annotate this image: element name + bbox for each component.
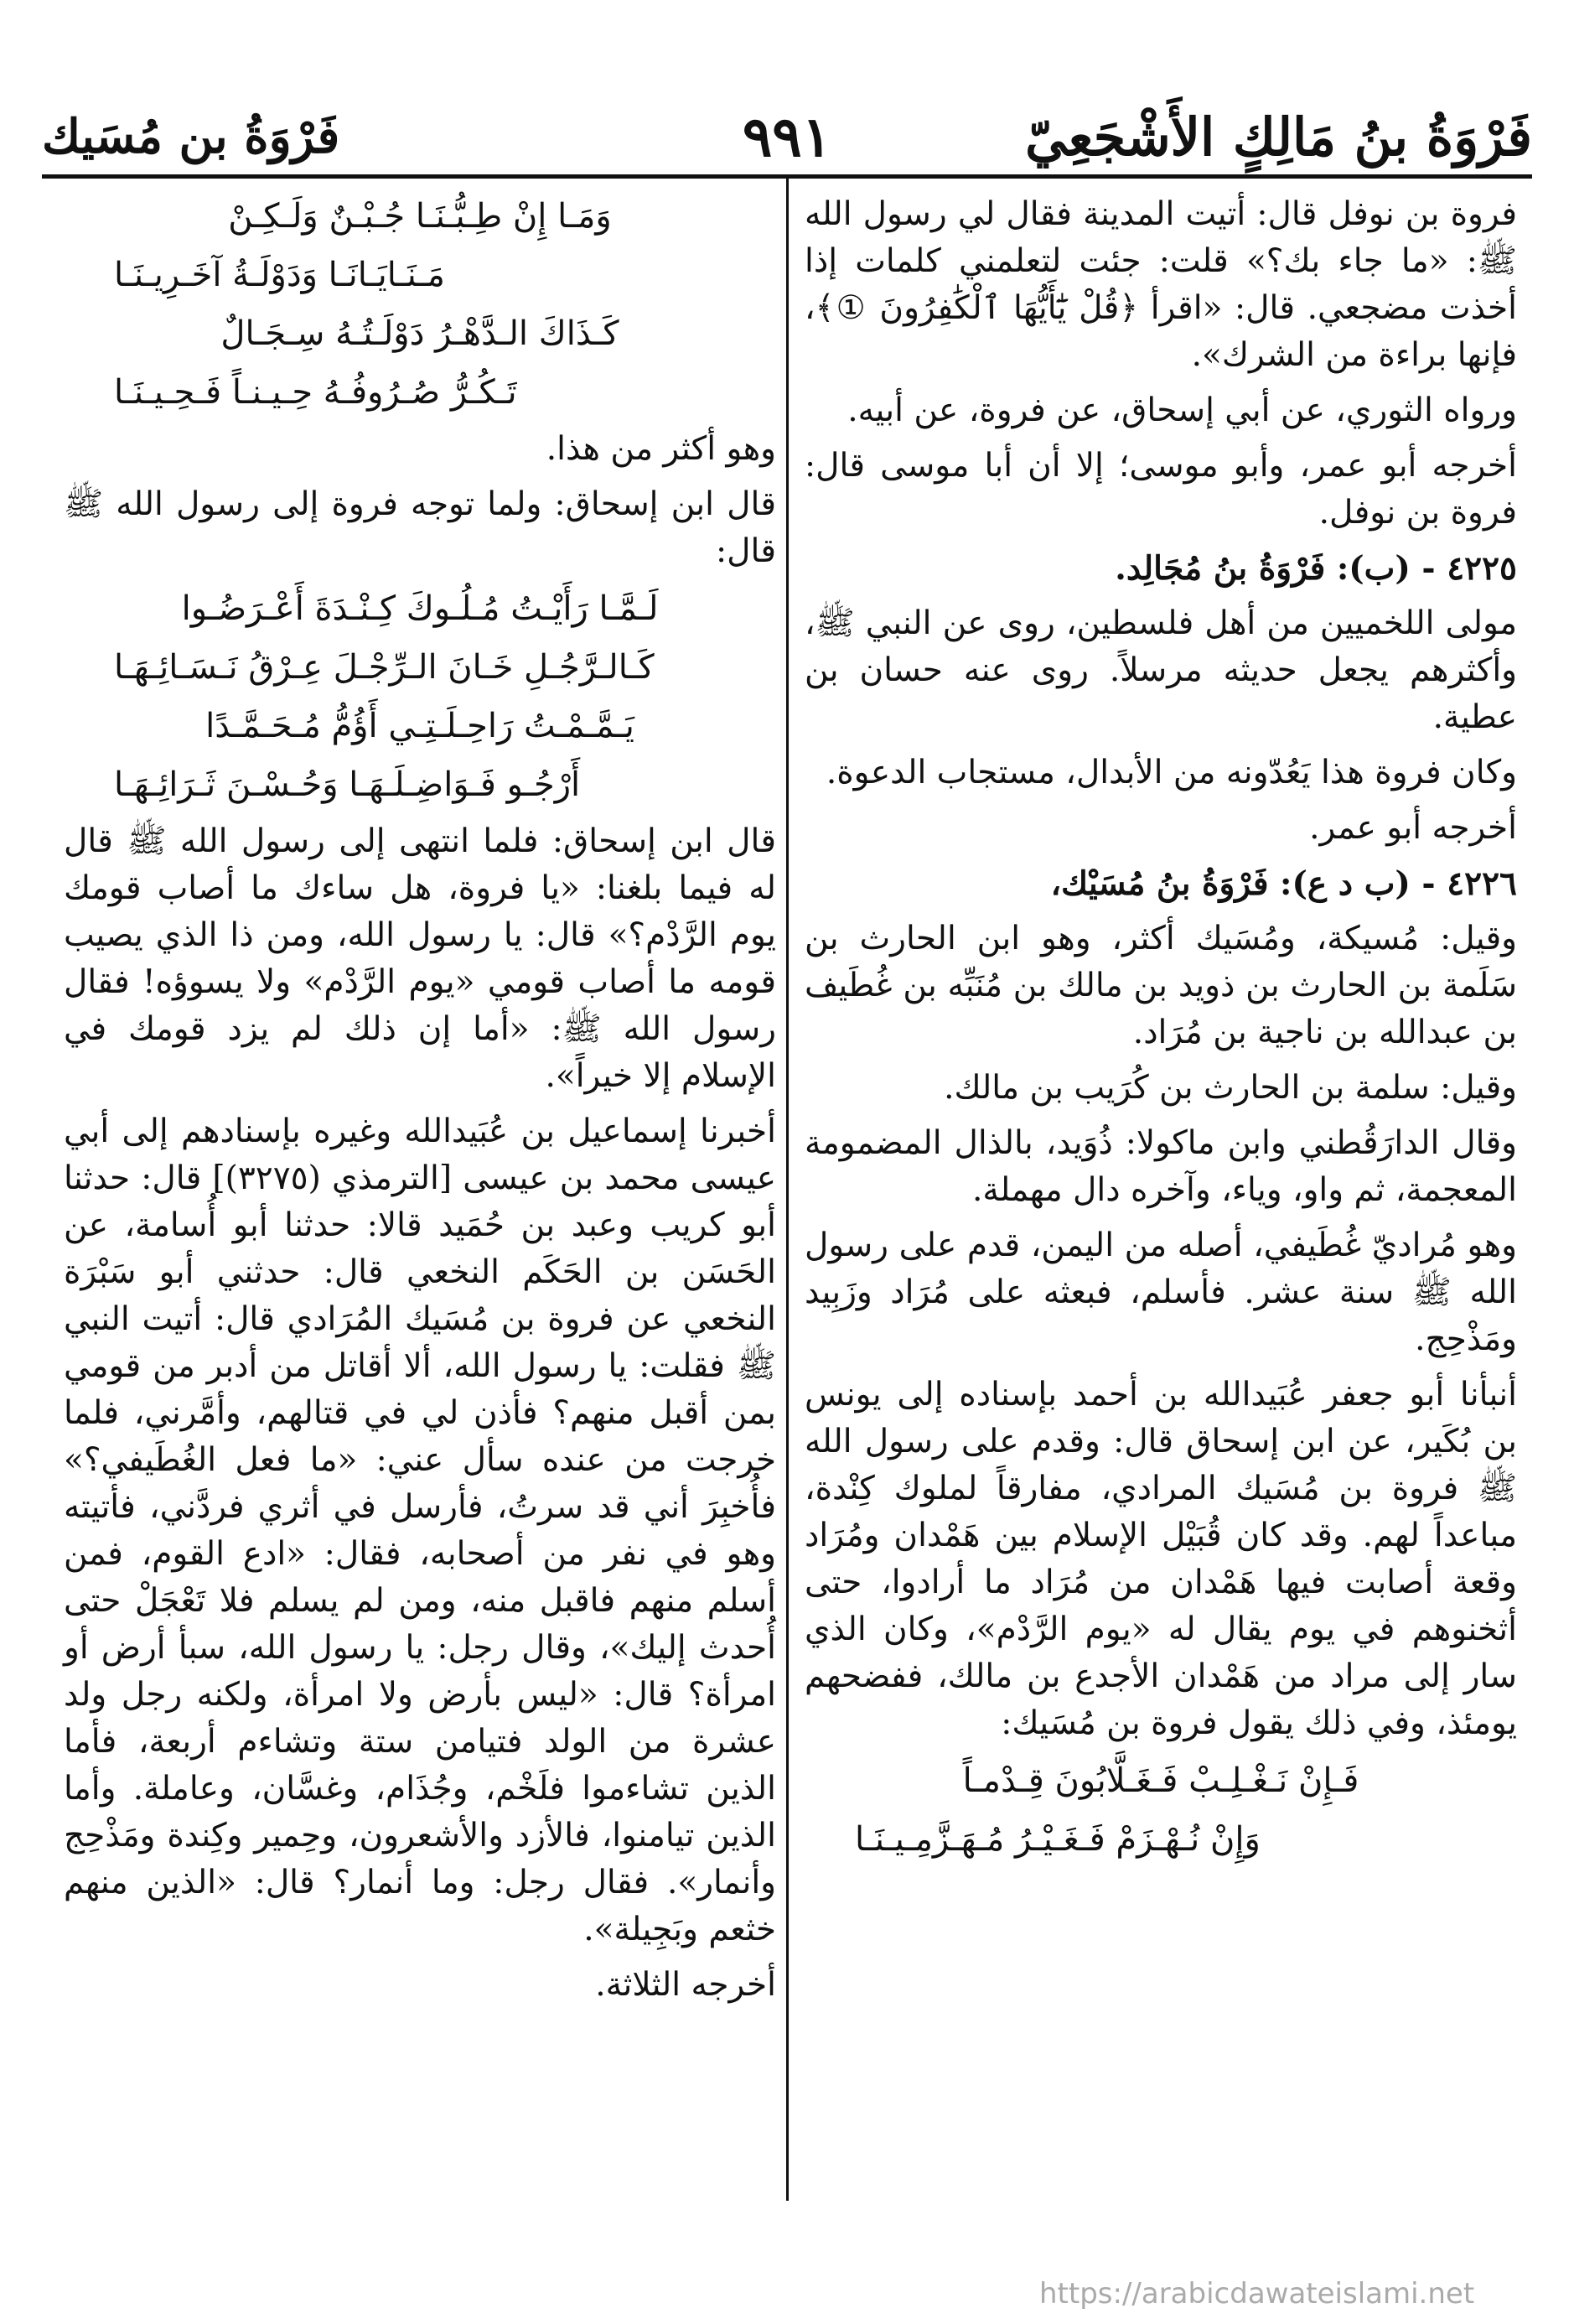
running-title-left: فَرْوَةُ بن مُسَيك [42, 109, 340, 164]
page-header [42, 99, 1532, 174]
paragraph: وقال الدارَقُطني وابن ماكولا: ذُوَيد، بالذال المضمومة المعجمة، ثم واو، وياء، وآخره دال مهملة. [805, 1124, 1517, 1209]
paragraph: أخرجه أبو عمر، وأبو موسى؛ إلا أن أبا موسى قال: فروة بن نوفل. [805, 447, 1517, 532]
verse-line: تَـكُـرُّ صُـرُوفُـهُ حِـيـنـاً فَـحِـيـنَـا [114, 373, 517, 412]
paragraph: وقيل: مُسيكة، ومُسَيك أكثر، وهو ابن الحارث بن سَلَمة بن الحارث بن ذويد بن مالك بن مُنَبِّه بن غُطَيف بن عبدالله بن ناجية بن مُرَاد. [805, 920, 1517, 1051]
verse-line: أَرْجُـو فَـوَاضِـلَـهَـا وَحُـسْـنَ ثَـرَائِـهَـا [114, 765, 581, 804]
paragraph: وهو مُراديّ غُطَيفي، أصله من اليمن، قدم على رسول الله ﷺ سنة عشر. فأسلم، فبعثه على مُرَاد وزَبِيد ومَذْحِج. [805, 1227, 1517, 1358]
entry-heading-4226: ٤٢٢٦ - (ب د ع): فَرْوَةُ بنُ مُسَيْك، [1050, 864, 1517, 903]
verse-line: فَـإِنْ نَـغْـلِـبْ فَـغَـلَّابُونَ قِـدْمـاً [962, 1761, 1359, 1800]
paragraph: أنبأنا أبو جعفر عُبَيدالله بن أحمد بإسناده إلى يونس بن بُكَير، عن ابن إسحاق قال: وقدم على رسول الله ﷺ فروة بن مُسَيك المرادي، مفارقاً لملوك كِنْدة، مباعداً لهم. وقد كان قُبَيْل الإسلام بين هَمْدان ومُرَاد وقعة أصابت فيها هَمْدان من مُرَاد ما أرادوا، حتى أثخنوهم في يوم يقال له «يوم الرَّدْم»، وكان الذي سار إلى مراد من هَمْدان الأجدع بن مالك، ففضحهم يومئذ، وفي ذلك يقول فروة بن مُسَيك: [805, 1376, 1517, 1742]
paragraph: وهو أكثر من هذا. [546, 430, 776, 468]
paragraph: مولى اللخميين من أهل فلسطين، روى عن النبي ﷺ، وأكثرهم يجعل حديثه مرسلاً. روى عنه حسان بن عطية. [805, 604, 1517, 736]
paragraph: قال ابن إسحاق: ولما توجه فروة إلى رسول الله ﷺ قال: [64, 485, 776, 570]
verse-line: يَـمَّـمْـتُ رَاحِـلَـتِـي أَؤُمُّ مُـحَـمَّـدًا [205, 707, 634, 745]
paragraph: وكان فروة هذا يَعُدّونه من الأبدال، مستجاب الدعوة. [826, 754, 1517, 791]
running-title-right: فَرْوَةُ بنُ مَالِكٍ الأَشْجَعِيّ [1025, 106, 1532, 168]
right-column [805, 191, 1517, 1873]
paragraph: فروة بن نوفل قال: أتيت المدينة فقال لي رسول الله ﷺ: «ما جاء بك؟» قلت: جئت لتعلمني كلمات إذا أخذت مضجعي. قال: «اقرأ ﴿قُلْ يَٰٓأَيُّهَا ٱلْكَٰفِرُونَ ①﴾، فإنها براءة من الشرك». [805, 195, 1517, 374]
verse-line: كَـالـرَّجُـلِ خَـانَ الـرِّجْـلَ عِـرْقُ نَـسَـائِـهَـا [114, 648, 655, 687]
verse-line: مَـنَـايَـانَـا وَدَوْلَـةُ آخَـرِيـنَـا [114, 256, 445, 294]
page-number: ٩٩١ [742, 104, 832, 169]
paragraph: أخبرنا إسماعيل بن عُبَيدالله وغيره بإسنادهم إلى أبي عيسى محمد بن عيسى [الترمذي (٣٢٧٥)] قال: حدثنا أبو كريب وعبد بن حُمَيد قالا: حدثنا أبو أُسامة، عن الحَسَن بن الحَكَم النخعي قال: حدثني أبو سَبْرَة النخعي عن فروة بن مُسَيك المُرَادي قال: أتيت النبي ﷺ فقلت: يا رسول الله، ألا أقاتل من أدبر من قومي بمن أقبل منهم؟ فأذن لي في قتالهم، وأمَّرني، فلما خرجت من عنده سأل عني: «ما فعل الغُطَيفي؟» فأُخبِرَ أني قد سرتُ، فأرسل في أثري فردَّني، فأتيته وهو في نفر من أصحابه، فقال: «ادع القوم، فمن أسلم منهم فاقبل منه، ومن لم يسلم فلا تَعْجَلْ حتى أُحدث إليك»، وقال رجل: يا رسول الله، سبأ أرض أو امرأة؟ قال: «ليس بأرض ولا امرأة، ولكنه رجل ولد عشرة من الولد فتيامن ستة وتشاءم أربعة، فأما الذين تشاءموا فلَخْم، وجُذَام، وغسَّان، وعاملة. وأما الذين تيامنوا، فالأزد والأشعرون، وحِمير وكِندة ومَذْحِج وأنمار». فقال رجل: وما أنمار؟ قال: «الذين منهم خثعم وبَجِيلة». [64, 1113, 777, 1948]
left-column [64, 191, 776, 2017]
paragraph: وقيل: سلمة بن الحارث بن كُرَيب بن مالك. [944, 1069, 1517, 1107]
column-divider [786, 179, 789, 2201]
verse-line: لَـمَّـا رَأَيْـتُ مُـلُـوكَ كِـنْـدَةَ أَعْـرَضُـوا [181, 589, 659, 628]
watermark-url: https://arabicdawateislami.net [1039, 2277, 1475, 2311]
verse-line: كَـذَاكَ الـدَّهْـرُ دَوْلَـتُـهُ سِـجَـالٌ [220, 314, 619, 353]
entry-heading-4225: ٤٢٢٥ - (ب): فَرْوَةُ بنُ مُجَالِد. [1115, 549, 1517, 588]
paragraph: ورواه الثوري، عن أبي إسحاق، عن فروة، عن أبيه. [847, 392, 1517, 429]
verse-line: وَمَـا إِنْ طِـبُّـنَـا جُـبْـنٌ وَلَـكِـنْ [228, 197, 612, 236]
paragraph: قال ابن إسحاق: فلما انتهى إلى رسول الله ﷺ قال له فيما بلغنا: «يا فروة، هل ساءك ما أصاب قومك يوم الرَّدْم؟» قال: يا رسول الله، ومن ذا الذي يصيب قومه ما أصاب قومي «يوم الرَّدْم» ولا يسوؤه! فقال رسول الله ﷺ: «أما إن ذلك لم يزد قومك في الإسلام إلا خيراً». [64, 822, 776, 1095]
paragraph: أخرجه أبو عمر. [1309, 809, 1517, 847]
paragraph: أخرجه الثلاثة. [595, 1966, 776, 2004]
verse-line: وَإِنْ نُـهْـزَمْ فَـغَـيْـرُ مُـهَـزَّمِـيـنَـا [855, 1820, 1261, 1859]
